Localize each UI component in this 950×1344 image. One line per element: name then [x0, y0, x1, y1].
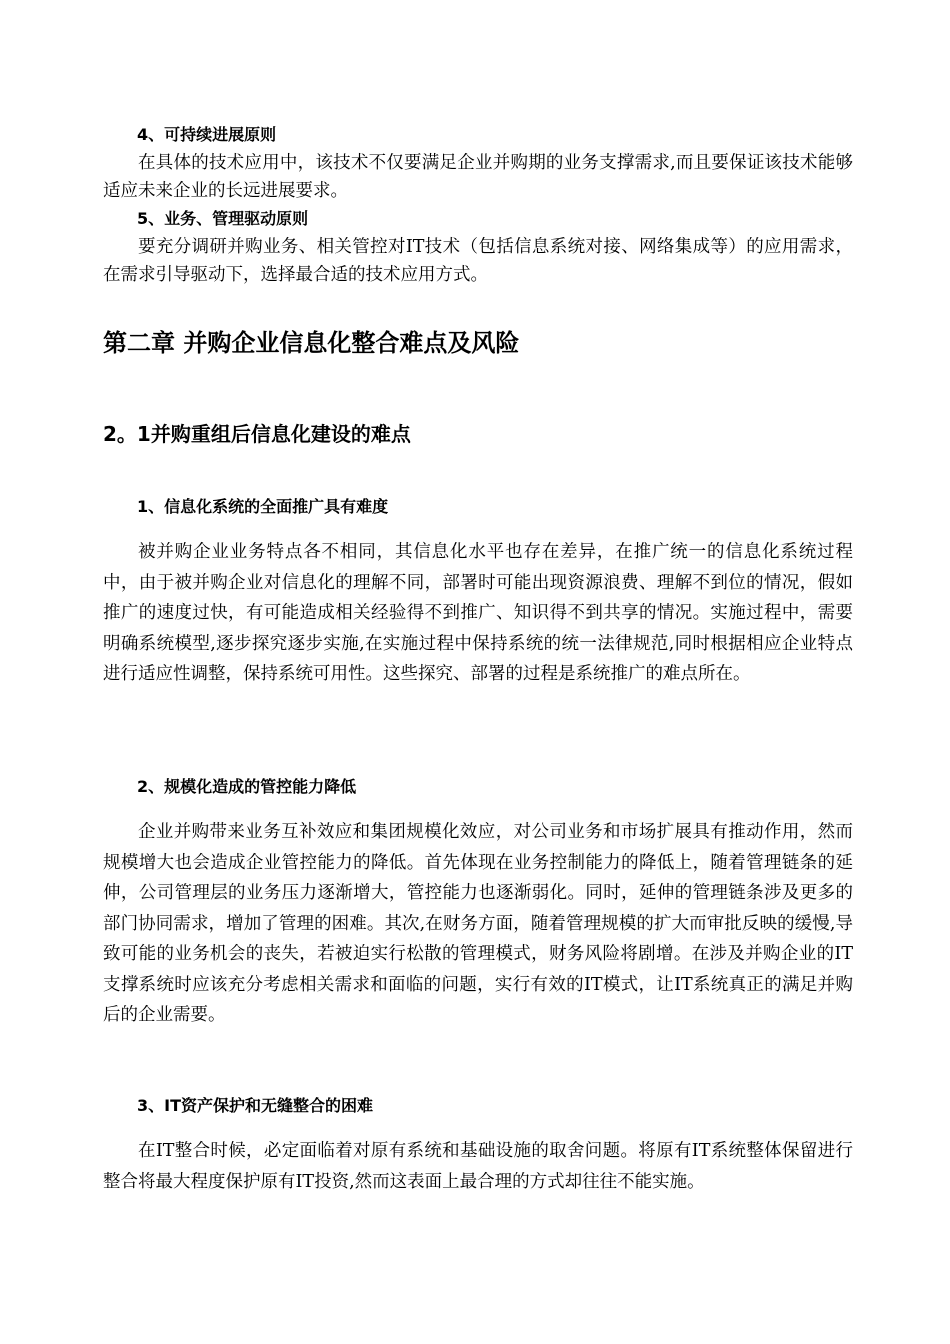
section-title: 2。1并购重组后信息化建设的难点	[103, 422, 411, 446]
principle-text: 在具体的技术应用中，该技术不仅要满足企业并购期的业务支撑需求,而且要保证该技术能够适应未来企业的长远进展要求。	[103, 153, 853, 201]
difficulty-heading: 3、IT资产保护和无缝整合的困难	[137, 1096, 374, 1115]
chapter-title: 第二章 并购企业信息化整合难点及风险	[103, 329, 520, 357]
chapter-heading-block	[103, 325, 853, 361]
difficulty-heading: 1、信息化系统的全面推广具有难度	[137, 497, 389, 516]
difficulty-3	[103, 1094, 853, 1197]
difficulty-text: 在IT整合时候，必定面临着对原有系统和基础设施的取舍问题。将原有IT系统整体保留进行整合将最大程度保护原有IT投资,然而这表面上最合理的方式却往往不能实施。	[103, 1141, 853, 1192]
difficulty-text: 企业并购带来业务互补效应和集团规模化效应，对公司业务和市场扩展具有推动作用，然而规模增大也会造成企业管控能力的降低。首先体现在业务控制能力的降低上，随着管理链条的延伸，公司管理层的业务压力逐渐增大，管控能力也逐渐弱化。同时，延伸的管理链条涉及更多的部门协同需求，增加了管理的困难。其次,在财务方面，随着管理规模的扩大而审批反映的缓慢,导致可能的业务机会的丧失，若被迫实行松散的管理模式，财务风险将剧增。在涉及并购企业的IT支撑系统时应该充分考虑相关需求和面临的问题，实行有效的IT模式，让IT系统真正的满足并购后的企业需要。	[103, 822, 853, 1025]
principle-text: 要充分调研并购业务、相关管控对IT技术（包括信息系统对接、网络集成等）的应用需求，在需求引导驱动下，选择最合适的技术应用方式。	[103, 237, 853, 285]
principle-heading: 4、可持续进展原则	[137, 125, 277, 144]
principle-5	[103, 208, 853, 289]
section-heading-block	[103, 419, 853, 449]
difficulty-2	[103, 775, 853, 1031]
difficulty-heading: 2、规模化造成的管控能力降低	[137, 777, 357, 796]
principle-heading: 5、业务、管理驱动原则	[137, 209, 309, 228]
principle-4	[103, 124, 853, 205]
difficulty-text: 被并购企业业务特点各不相同，其信息化水平也存在差异，在推广统一的信息化系统过程中，由于被并购企业对信息化的理解不同，部署时可能出现资源浪费、理解不到位的情况，假如推广的速度过快，有可能造成相关经验得不到推广、知识得不到共享的情况。实施过程中，需要明确系统模型,逐步探究逐步实施,在实施过程中保持系统的统一法律规范,同时根据相应企业特点进行适应性调整，保持系统可用性。这些探究、部署的过程是系统推广的难点所在。	[103, 542, 853, 684]
difficulty-1	[103, 495, 853, 690]
